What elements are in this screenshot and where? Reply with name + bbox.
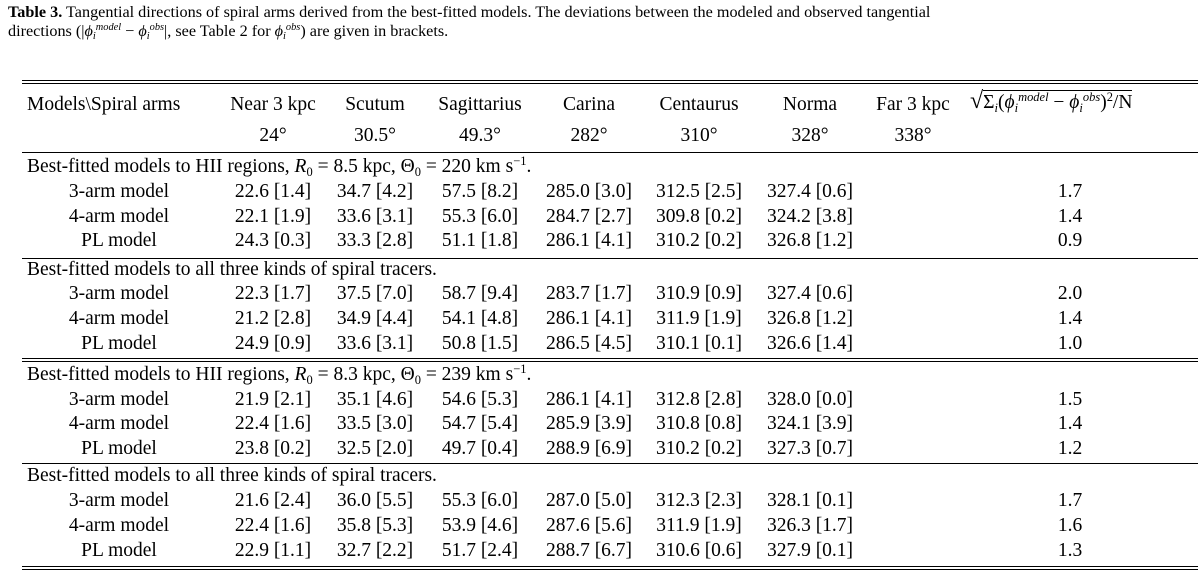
- arm-obs-angle: 328°: [791, 125, 829, 146]
- table-cell: 22.1 [1.9]: [234, 206, 312, 227]
- table-cell: 285.0 [3.0]: [545, 181, 633, 202]
- table-bottom-rule: [22, 566, 1198, 567]
- table-cell: 310.1 [0.1]: [655, 333, 743, 354]
- table-cell: 326.8 [1.2]: [766, 308, 854, 329]
- caption-text: ) are given in brackets.: [300, 22, 449, 40]
- table-cell: 310.2 [0.2]: [655, 438, 743, 459]
- table-cell: 21.6 [2.4]: [234, 490, 312, 511]
- table-cell: 310.6 [0.6]: [655, 540, 743, 561]
- caption-line-2: [8, 22, 1196, 41]
- section-title: Best-fitted models to HII regions, $R_0 = 8.5$ kpc, $\Theta_0 = 220$ km $s^{-1}$.: [27, 154, 532, 179]
- table-cell: 22.6 [1.4]: [234, 181, 312, 202]
- section-divider: [22, 463, 1198, 464]
- table-cell: 35.8 [5.3]: [336, 515, 414, 536]
- table-cell: 286.1 [4.1]: [545, 230, 633, 251]
- rms-value: 1.4: [1057, 308, 1083, 329]
- table-cell: 310.9 [0.9]: [655, 283, 743, 304]
- table-cell: 33.6 [3.1]: [336, 333, 414, 354]
- table-cell: 286.1 [4.1]: [545, 308, 633, 329]
- table-bottom-rule: [22, 569, 1198, 570]
- subscript-i: i: [283, 31, 286, 43]
- table-cell: 34.7 [4.2]: [336, 181, 414, 202]
- table-cell: 22.4 [1.6]: [234, 515, 312, 536]
- caption-text: Tangential directions of spiral arms derived from the best-fitted models. The deviations between the modeled and observed tangential: [66, 3, 931, 21]
- section-divider: [22, 358, 1198, 359]
- header-divider: [22, 152, 1198, 153]
- table-cell: 312.5 [2.5]: [655, 181, 743, 202]
- table-cell: 36.0 [5.5]: [336, 490, 414, 511]
- subscript-i: i: [92, 31, 96, 43]
- rms-value: 1.4: [1057, 413, 1083, 434]
- table-cell: 285.9 [3.9]: [545, 413, 633, 434]
- rms-value: 1.7: [1057, 181, 1083, 202]
- table-cell: 326.8 [1.2]: [766, 230, 854, 251]
- table-cell: 34.9 [4.4]: [336, 308, 414, 329]
- table-cell: 54.6 [5.3]: [441, 389, 519, 410]
- table-cell: 327.3 [0.7]: [766, 438, 854, 459]
- arm-obs-angle: 24°: [259, 125, 287, 146]
- arm-obs-angle: 310°: [680, 125, 718, 146]
- table-cell: 33.6 [3.1]: [336, 206, 414, 227]
- model-name: 3-arm model: [68, 283, 170, 304]
- table-cell: 35.1 [4.6]: [336, 389, 414, 410]
- table-cell: 311.9 [1.9]: [656, 515, 742, 536]
- rms-value: 1.4: [1057, 206, 1083, 227]
- table-cell: 23.8 [0.2]: [234, 438, 312, 459]
- model-name: 4-arm model: [68, 413, 170, 434]
- arm-obs-angle: 282°: [570, 125, 608, 146]
- table-cell: 284.7 [2.7]: [545, 206, 633, 227]
- table-cell: 51.1 [1.8]: [441, 230, 519, 251]
- rms-value: 1.7: [1057, 490, 1083, 511]
- table-cell: 309.8 [0.2]: [655, 206, 743, 227]
- table-cell: 49.7 [0.4]: [441, 438, 519, 459]
- model-name: 3-arm model: [68, 181, 170, 202]
- table-cell: 287.0 [5.0]: [545, 490, 633, 511]
- table-cell: 288.9 [6.9]: [545, 438, 633, 459]
- caption-line-1: [8, 3, 1196, 22]
- section-title: Best-fitted models to HII regions, $R_0 = 8.3$ kpc, $\Theta_0 = 239$ km $s^{-1}$.: [27, 362, 532, 387]
- arm-name-header: Carina: [563, 94, 615, 115]
- table-cell: 54.1 [4.8]: [441, 308, 519, 329]
- table-cell: 55.3 [6.0]: [441, 490, 519, 511]
- section-divider: [22, 361, 1198, 362]
- table-cell: 21.2 [2.8]: [234, 308, 312, 329]
- table-cell: 328.0 [0.0]: [766, 389, 854, 410]
- table-cell: 37.5 [7.0]: [336, 283, 414, 304]
- rms-deviation-header: [970, 90, 1132, 114]
- table-cell: 324.1 [3.9]: [766, 413, 854, 434]
- table-cell: 58.7 [9.4]: [441, 283, 519, 304]
- rms-value: 2.0: [1057, 283, 1083, 304]
- corner-header: Models\Spiral arms: [27, 94, 181, 115]
- table-top-rule: [22, 80, 1198, 81]
- table-cell: 310.2 [0.2]: [655, 230, 743, 251]
- caption-text: |, see Table 2 for: [164, 22, 275, 40]
- arm-name-header: Centaurus: [659, 94, 739, 115]
- table-label: Table 3.: [8, 3, 63, 21]
- table-cell: 21.9 [2.1]: [234, 389, 312, 410]
- table-cell: 312.8 [2.8]: [655, 389, 743, 410]
- model-name: 3-arm model: [68, 389, 170, 410]
- table-caption: [8, 3, 1196, 41]
- arm-obs-angle: 49.3°: [459, 125, 501, 146]
- table-cell: 32.5 [2.0]: [336, 438, 414, 459]
- table-cell: 50.8 [1.5]: [441, 333, 519, 354]
- sqrt-argument: $\Sigma_i(\phi_i^{model} - \phi_i^{obs})^2/N$: [983, 90, 1133, 115]
- table-top-rule: [22, 83, 1198, 84]
- model-name: PL model: [81, 540, 157, 561]
- table-cell: 33.5 [3.0]: [336, 413, 414, 434]
- table-cell: 312.3 [2.3]: [655, 490, 743, 511]
- arm-obs-angle: 338°: [894, 125, 932, 146]
- model-name: 4-arm model: [68, 515, 170, 536]
- superscript-model: model: [95, 22, 122, 34]
- arm-name-header: Scutum: [345, 94, 405, 115]
- section-title: Best-fitted models to all three kinds of spiral tracers.: [27, 259, 437, 280]
- subscript-i: i: [146, 31, 150, 43]
- model-name: 3-arm model: [68, 490, 170, 511]
- table-cell: 55.3 [6.0]: [441, 206, 519, 227]
- table-cell: 324.2 [3.8]: [766, 206, 854, 227]
- table-cell: 311.9 [1.9]: [656, 308, 742, 329]
- table-cell: 51.7 [2.4]: [441, 540, 519, 561]
- table-cell: 54.7 [5.4]: [441, 413, 519, 434]
- model-name: PL model: [81, 230, 157, 251]
- superscript-obs: obs: [285, 22, 301, 34]
- rms-value: 1.5: [1057, 389, 1083, 410]
- caption-text: directions (|: [8, 22, 85, 40]
- table-cell: 22.9 [1.1]: [234, 540, 312, 561]
- model-name: 4-arm model: [68, 308, 170, 329]
- table-cell: 32.7 [2.2]: [336, 540, 414, 561]
- phi-symbol: ϕ: [274, 22, 284, 40]
- section-title: Best-fitted models to all three kinds of spiral tracers.: [27, 465, 437, 486]
- table-cell: 310.8 [0.8]: [655, 413, 743, 434]
- arm-name-header: Far 3 kpc: [876, 94, 950, 115]
- arm-obs-angle: 30.5°: [354, 125, 396, 146]
- rms-value: 1.2: [1057, 438, 1083, 459]
- rms-value: 0.9: [1057, 230, 1083, 251]
- table-cell: 327.4 [0.6]: [766, 283, 854, 304]
- arm-name-header: Near 3 kpc: [230, 94, 316, 115]
- table-cell: 328.1 [0.1]: [766, 490, 854, 511]
- rms-value: 1.0: [1057, 333, 1083, 354]
- model-name: PL model: [81, 438, 157, 459]
- minus-sign: −: [121, 22, 139, 40]
- sqrt-sign: √: [970, 88, 984, 114]
- model-name: 4-arm model: [68, 206, 170, 227]
- table-cell: 287.6 [5.6]: [545, 515, 633, 536]
- table-cell: 53.9 [4.6]: [441, 515, 519, 536]
- table-cell: 286.1 [4.1]: [545, 389, 633, 410]
- table-cell: 283.7 [1.7]: [545, 283, 633, 304]
- rms-value: 1.6: [1057, 515, 1083, 536]
- arm-name-header: Sagittarius: [438, 94, 522, 115]
- rms-value: 1.3: [1057, 540, 1083, 561]
- table-cell: 24.9 [0.9]: [234, 333, 312, 354]
- table-cell: 24.3 [0.3]: [234, 230, 312, 251]
- table-cell: 22.4 [1.6]: [234, 413, 312, 434]
- table-cell: 33.3 [2.8]: [336, 230, 414, 251]
- table-cell: 326.3 [1.7]: [766, 515, 854, 536]
- table-cell: 57.5 [8.2]: [441, 181, 519, 202]
- table-cell: 286.5 [4.5]: [545, 333, 633, 354]
- phi-symbol: ϕ: [138, 22, 147, 40]
- table-cell: 327.9 [0.1]: [766, 540, 854, 561]
- phi-symbol: ϕ: [84, 22, 93, 40]
- table-cell: 327.4 [0.6]: [766, 181, 854, 202]
- table-cell: 288.7 [6.7]: [545, 540, 633, 561]
- table-cell: 22.3 [1.7]: [234, 283, 312, 304]
- arm-name-header: Norma: [782, 94, 838, 115]
- table-cell: 326.6 [1.4]: [766, 333, 854, 354]
- superscript-obs: obs: [149, 22, 165, 34]
- model-name: PL model: [81, 333, 157, 354]
